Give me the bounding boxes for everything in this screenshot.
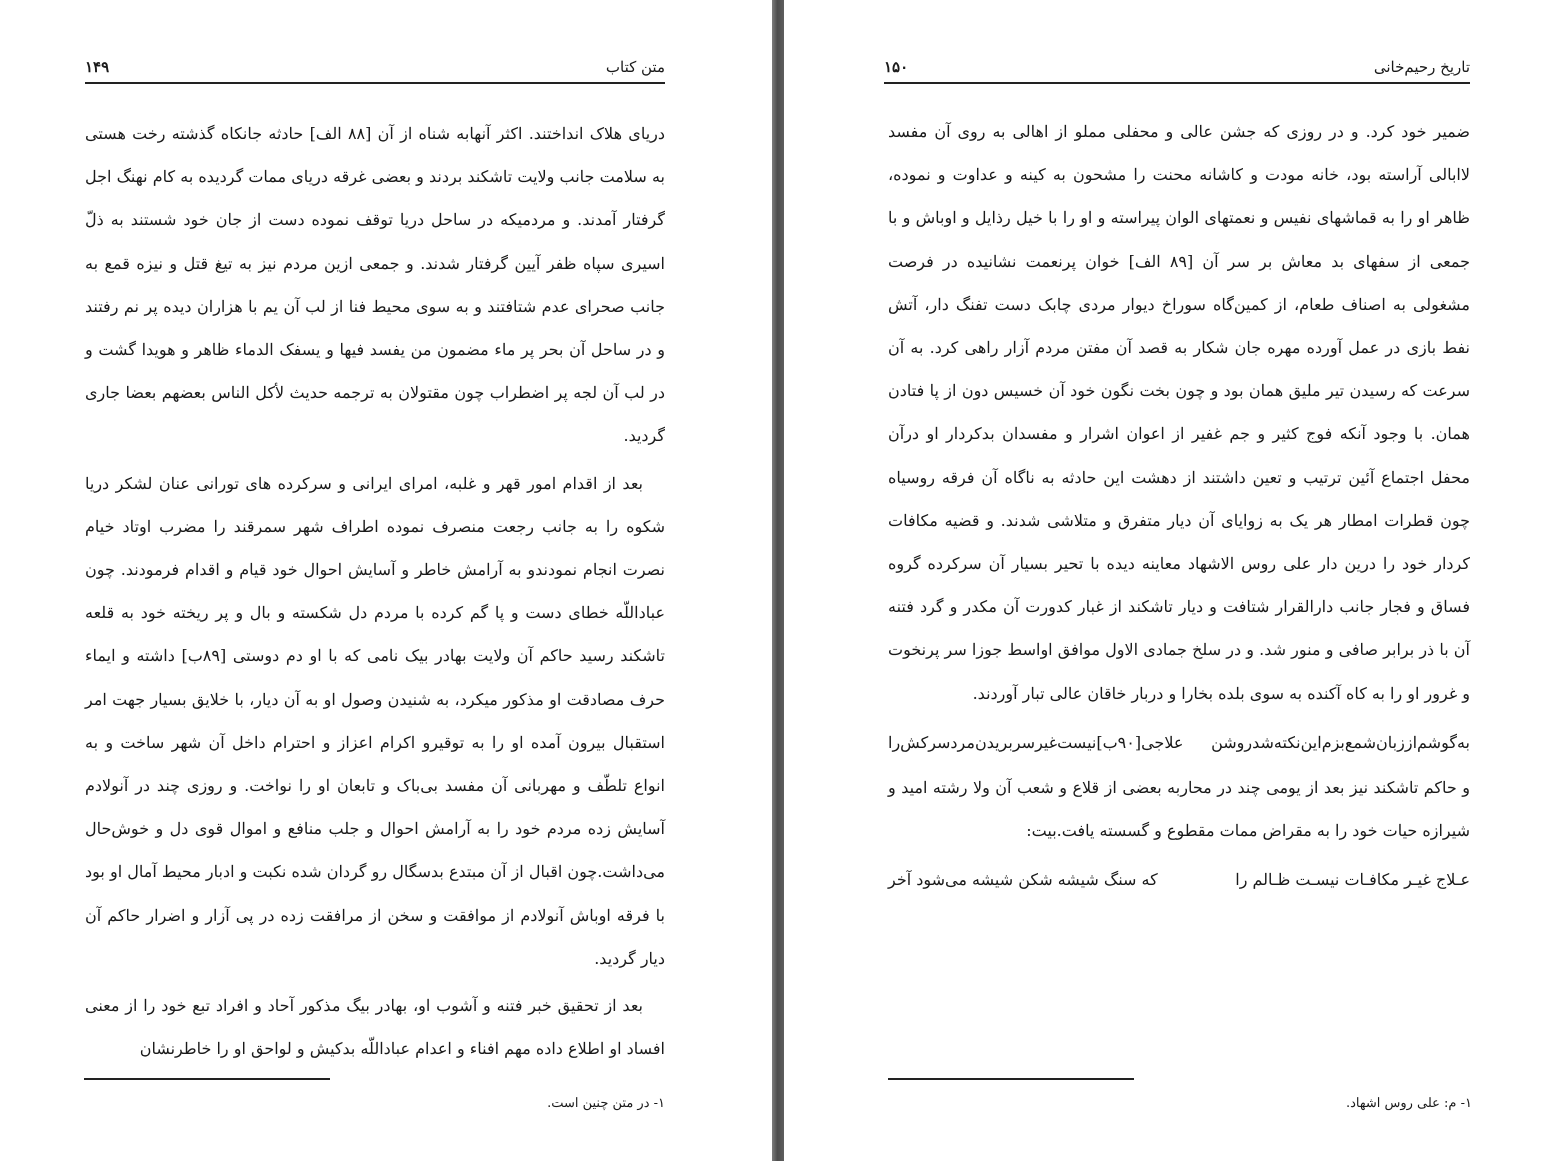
verse-couplet-1 (888, 721, 1470, 764)
left-page-header (85, 56, 665, 84)
right-paragraph-1: ضمیر خود کرد. و در روزی که جشن عالی و محفلی مملو از اهالی به روی آن مفسد لاابالی آراسته بود، خانه مودت و کاشانه محنت را مشحون به کینه و عداوت و نموده، ظاهر او را به قماشهای نفیس و نعمتهای الوان پیراسته و او را با خیل رذایل و اوباش و با جمعی از سفهای بد معاش بر سر آن [۸۹ الف] خوان پرنعمت نشانیده در فرصت مشغولی به اصناف طعام، از کمین‌گاه سوراخ دیوار مردی چابک دست تفنگ دار، آتش نفط بازی در عمل آورده مهره جان شکار به قصد آن مفتن مردم آزار راهی کرد. به آن سرعت که رسیدن تیر ملیق همان بود و چون بخت نگون خود آن خسیس دون از پا فتادن همان. با وجود آنکه فوج کثیر و جم غفیر از اعوان اشرار و مفسدان بدکردار او درآن محفل اجتماع آئین ترتیب و تعین داشتند از دهشت این حادثه به ناگاه آن فرقه روسیاه چون قطرات امطار هر یک به زوایای آن دیار متفرق و متلاشی شدند. و قضیه مکافات کردار خود را درین دار علی روس الاشهاد معاینه دیده با تحیر بسیار آن سرکرده گروه فساق و فجار جانب دارالقرار شتافت و دیار تاشکند از غبار کدورت آن مکدر و گرد فتنه آن با ذر برابر صافی و منور شد. و در سلخ جمادی الاول موافق اواسط جوزا سر پرنخوت و غرور او را به کاه آکنده به سوی بلده بخارا و دربار خاقان عالی تبار آوردند. (888, 122, 1471, 703)
right-footnote-rule (888, 1078, 1134, 1080)
right-body-text (888, 110, 1470, 904)
left-page (0, 0, 772, 1161)
right-paragraph-2: و حاکم تاشکند نیز بعد از یومی چند در محاربه بعضی از قلاع و شعب آن ولا رشته امید و شیرازه حیات خود را به مقراض ممات مقطوع و گسسته یافت.بیت: (888, 778, 1470, 841)
right-footnote: ۱- م: علی روس اشهاد. (1345, 1096, 1472, 1111)
left-footnote: ۱- در متن چنین است. (547, 1096, 665, 1111)
verse-2-left-hemistich: که سنگ شیشه شکن شیشه می‌شود آخر (888, 870, 1158, 890)
left-running-title: متن کتاب (605, 58, 665, 76)
right-running-title: تاریخ رحیم‌خانی (1373, 58, 1470, 76)
left-body-text (85, 112, 665, 1070)
verse-couplet-2 (888, 858, 1470, 901)
verse-1-left-hemistich: علاجی[۹۰ب]نیست‌غیرسربریدن‌مردسرکش‌را (888, 732, 1184, 752)
right-page-header (884, 56, 1470, 84)
verse-2-right-hemistich: عـلاج غیـر مکافـات نیسـت ظـالم را (1235, 870, 1470, 890)
left-paragraph-2: بعد از اقدام امور قهر و غلبه، امرای ایرانی و سرکرده های تورانی عنان لشکر دریا شکوه را به جانب رجعت منصرف نموده اطراف شهر سمرقند را مضرب اوتاد خیام نصرت انجام نمودندو به آرامش خاطر و آسایش احوال خود قیام و اقدام فرمودند. چون عباداللّه خطای دست و پا گم کرده با مردم دل شکسته و بال و پر ریخته خود به قلعه تاشکند رسید حاکم آن ولایت بهادر بیک نامی که با او دم دوستی [۸۹ب] داشته و ایماء حرف مصادقت او مذکور میکرد، به شنیدن وصول او به آن دیار، با خلایق بسیار جهت امر استقبال بیرون آمده او را به توقیرو اکرام اعزاز و احترام داخل آن شهر ساخت و به انواع تلطّف و مهربانی آن مفسد بی‌باک و تابعان او را نواخت. و روزی چند در آنولادم آسایش زده مردم خود را به آرامش احوال و جلب منافع و اموال قوی دل و خوش‌حال می‌داشت.چون اقبال از آن مبتدع بدسگال رو گردان شده نکبت و ادبار محیط آمال او بود با فرقه اوباش آنولادم از موافقت و سخن از مرافقت زده در پی آزار و اضرار حاکم آن دیار گردید. (85, 473, 666, 968)
left-footnote-rule (84, 1078, 330, 1080)
left-paragraph-1: دریای هلاک انداختند. اکثر آنهابه شناه از آن [۸۸ الف] حادثه جانکاه گذشته رخت هستی به سلامت جانب ولایت تاشکند بردند و بعضی غرقه دریای ممات گردیده به کام نهنگ اجل گرفتار آمدند. و مردمیکه در ساحل دریا توقف نموده دست از جان خود شستند به ذلّ اسیری سپاه ظفر آیین گرفتار شدند. و جمعی ازین مردم نیز به تیغ قتل و نیزه قمع به جانب صحرای عدم شتافتند و به سوی محیط فنا از لب آن یم با هزاران دیده پر نم رفتند و در ساحل آن بحر پر ماء مضمون من یفسد فیها و یسفک الدماء ظاهر و هویدا گشت و در لب آن لجه پر اضطراب چون مقتولان به ترجمه حدیث لأکل الناس بعضهم بعضا جاری گردید. (85, 124, 666, 446)
right-page-number: ۱۵۰ (884, 58, 909, 76)
left-page-number: ۱۴۹ (85, 58, 110, 76)
right-page (784, 0, 1558, 1161)
verse-1-right-hemistich: به‌گوشم‌ازز‌بان‌شمع‌بزم‌این‌نکته‌شدروشن (1211, 732, 1470, 752)
book-gutter (772, 0, 784, 1161)
left-paragraph-3: بعد از تحقیق خبر فتنه و آشوب او، بهادر بیگ مذکور آحاد و افراد تبع خود را از معنی افساد او اطلاع داده مهم افناء و اعدام عباداللّه بدکیش و لواحق او را خاطرنشان (85, 996, 665, 1059)
